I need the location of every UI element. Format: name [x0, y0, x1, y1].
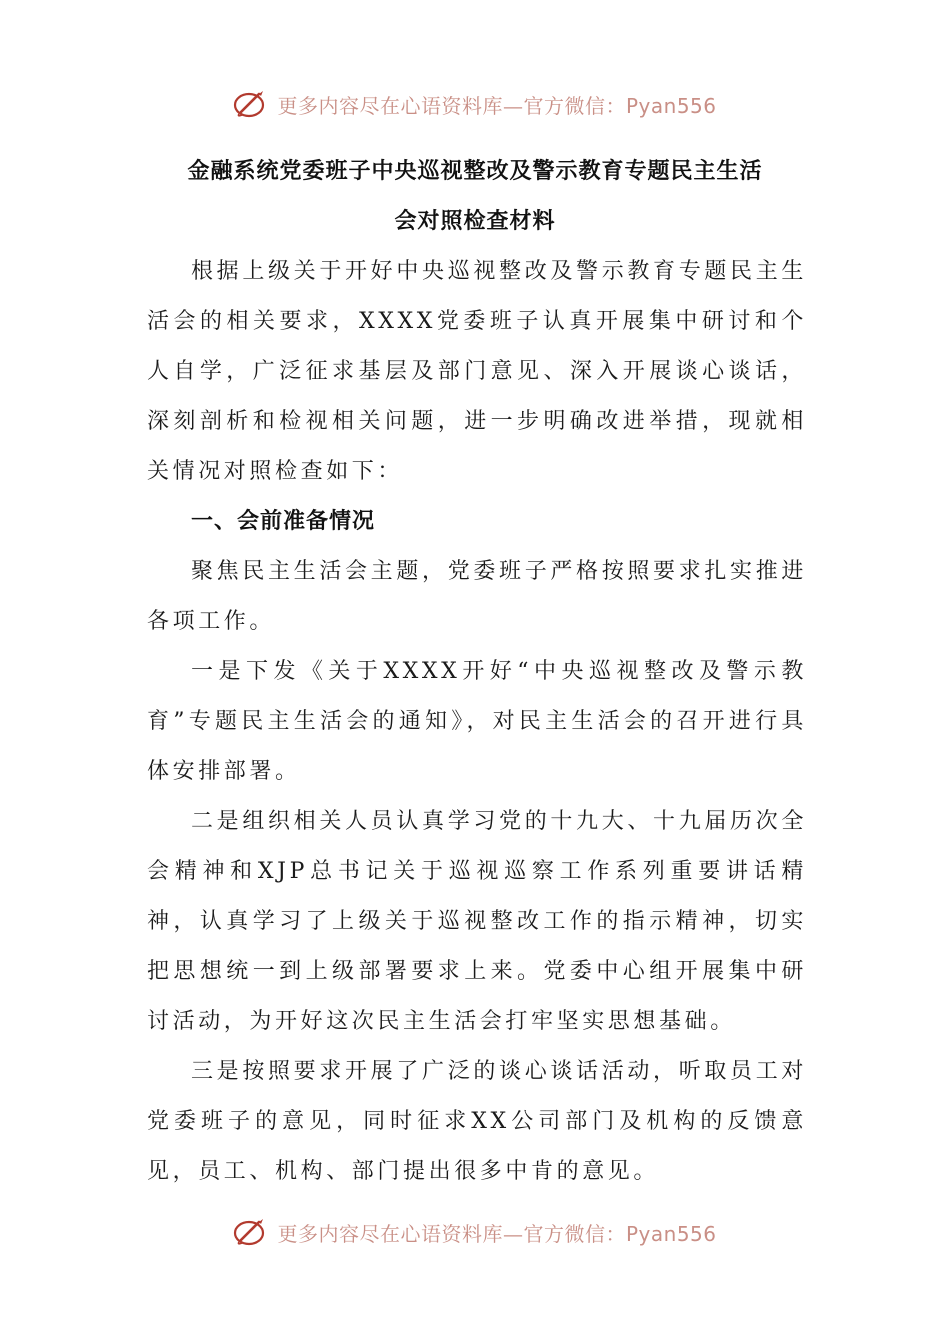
- document-title-line2: 会对照检查材料: [394, 209, 556, 234]
- section1-heading: 一、会前准备情况: [191, 509, 376, 534]
- pen-logo-icon: [233, 1216, 269, 1248]
- watermark-text: 更多内容尽在心语资料库—官方微信：Pyan556: [277, 93, 717, 118]
- section1-paragraph-3: 二是组织相关人员认真学习党的十九大、十九届历次全会精神和XJP总书记关于巡视巡察工作系列重要讲话精神，认真学习了上级关于巡视整改工作的指示精神，切实把思想统一到上级部署要求上来。党委中心组开展集中研讨活动，为开好这次民主生活会打牢坚实思想基础。: [147, 809, 807, 1034]
- watermark-header: [0, 84, 950, 124]
- section1-paragraph-1: 聚焦民主生活会主题，党委班子严格按照要求扎实推进各项工作。: [147, 559, 807, 634]
- watermark-text: 更多内容尽在心语资料库—官方微信：Pyan556: [277, 1221, 717, 1246]
- document-title-line1: 金融系统党委班子中央巡视整改及警示教育专题民主生活: [187, 159, 763, 184]
- watermark-footer: [0, 1212, 950, 1252]
- section1-paragraph-2: 一是下发《关于XXXX开好“中央巡视整改及警示教育”专题民主生活会的通知》，对民主生活会的召开进行具体安排部署。: [147, 659, 807, 784]
- watermark-wechat-id: Pyan556: [625, 93, 717, 118]
- watermark-wechat-id: Pyan556: [625, 1221, 717, 1246]
- intro-paragraph: 根据上级关于开好中央巡视整改及警示教育专题民主生活会的相关要求，XXXX党委班子认真开展集中研讨和个人自学，广泛征求基层及部门意见、深入开展谈心谈话，深刻剖析和检视相关问题，进一步明确改进举措，现就相关情况对照检查如下：: [147, 259, 807, 484]
- pen-logo-icon: [233, 88, 269, 120]
- section1-paragraph-4: 三是按照要求开展了广泛的谈心谈话活动，听取员工对党委班子的意见，同时征求XX公司部门及机构的反馈意见，员工、机构、部门提出很多中肯的意见。: [147, 1059, 807, 1184]
- document-body: [147, 247, 807, 1197]
